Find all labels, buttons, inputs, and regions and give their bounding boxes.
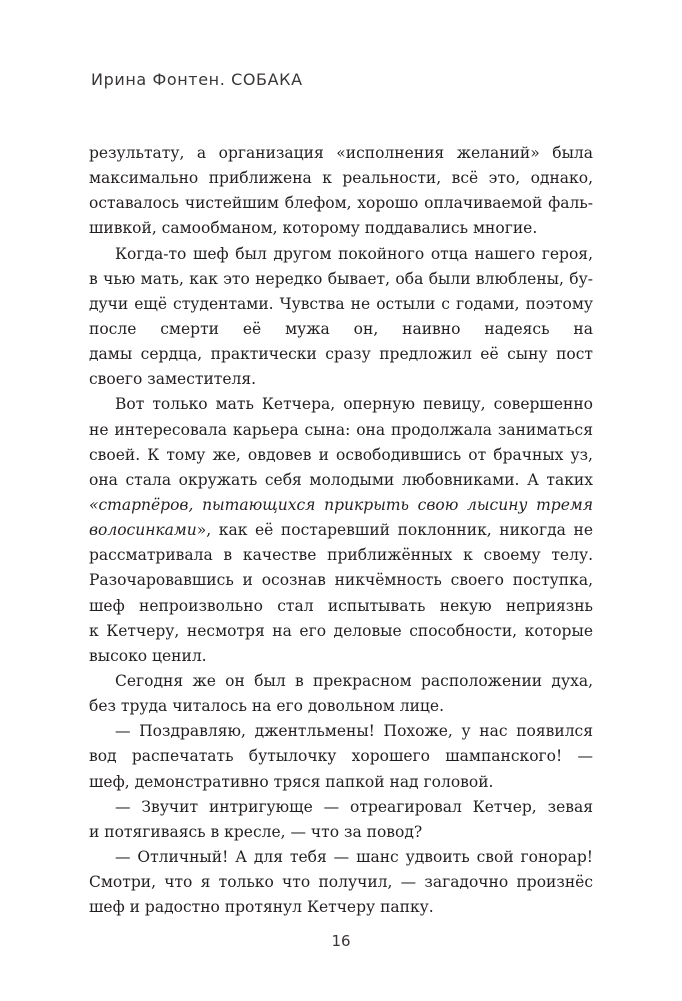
text-line: шивкой, самообманом, которому поддавались многие. bbox=[89, 219, 538, 238]
text-line: к Кетчеру, несмотря на его деловые способности, которые bbox=[89, 621, 593, 640]
text-line: результату, а организация «исполнения желаний» была bbox=[89, 144, 593, 162]
text-line: вод распечатать бутылочку хорошего шампанского! — bbox=[89, 747, 593, 766]
text-line: в чью мать, как это нередко бывает, оба были влюблены, бу- bbox=[89, 269, 593, 288]
text-line: шеф и радостно протянул Кетчеру папку. bbox=[89, 898, 434, 917]
text-line bbox=[89, 493, 593, 518]
page-number: 16 bbox=[331, 932, 351, 950]
text-line: — Звучит интригующе — отреагировал Кетчер, зевая bbox=[115, 797, 593, 816]
text-line: оставалось чистейшим блефом, хорошо оплачиваемой фаль- bbox=[89, 194, 593, 213]
text-line: — Отличный! А для тебя — шанс удвоить свой гонорар! bbox=[115, 847, 593, 866]
text-line-rest: », как её постаревший поклонник, никогда не bbox=[196, 521, 593, 540]
text-line: и потягиваясь в кресле, — что за повод? bbox=[89, 822, 423, 841]
text-line: максимально приближена к реальности, всё это, однако, bbox=[89, 169, 593, 188]
text-line: дамы сердца, практически сразу предложил её сыну пост bbox=[89, 345, 593, 364]
text-line: своей. К тому же, овдовев и освободившись от брачных уз, bbox=[89, 445, 593, 464]
body-text bbox=[89, 141, 593, 920]
text-line: высоко ценил. bbox=[89, 646, 207, 665]
text-line: Когда-то шеф был другом покойного отца нашего героя, bbox=[115, 244, 593, 263]
text-line bbox=[89, 518, 593, 543]
text-line: шеф непроизвольно стал испытывать некую неприязнь bbox=[89, 596, 593, 615]
text-line: без труда читалось на его довольном лице. bbox=[89, 697, 444, 716]
text-line-italic: «стaрпёров, пытающихся прикрыть свою лысину тремя bbox=[89, 495, 593, 514]
text-line: рассматривала в качестве приближённых к своему телу. bbox=[89, 546, 593, 565]
text-line: своего заместителя. bbox=[89, 370, 257, 389]
text-line-italic: волосинками bbox=[89, 521, 197, 540]
text-line: — Поздравляю, джентльмены! Похоже, у нас появился bbox=[115, 722, 593, 741]
text-line: она стала окружать себя молодыми любовниками. А таких bbox=[89, 470, 593, 489]
text-line: Разочаровавшись и осознав никчёмность своего поступка, bbox=[89, 571, 593, 590]
text-line: дучи ещё студентами. Чувства не остыли с годами, поэтому bbox=[89, 294, 593, 313]
running-head: Ирина Фонтен. СОБАКА bbox=[91, 70, 303, 89]
text-line: Смотри, что я только что получил, — загадочно произнёс bbox=[89, 873, 593, 892]
text-line: шеф, демонстративно тряся папкой над головой. bbox=[89, 772, 494, 791]
text-line: не интересовала карьера сына: она продолжала заниматься bbox=[89, 420, 593, 439]
text-line: Сегодня же он был в прекрасном расположении духа, bbox=[115, 671, 593, 690]
text-line: после смерти её мужа он, наивно надеясь на bbox=[89, 319, 593, 338]
text-line: Вот только мать Кетчера, оперную певицу, совершенно bbox=[115, 395, 593, 414]
